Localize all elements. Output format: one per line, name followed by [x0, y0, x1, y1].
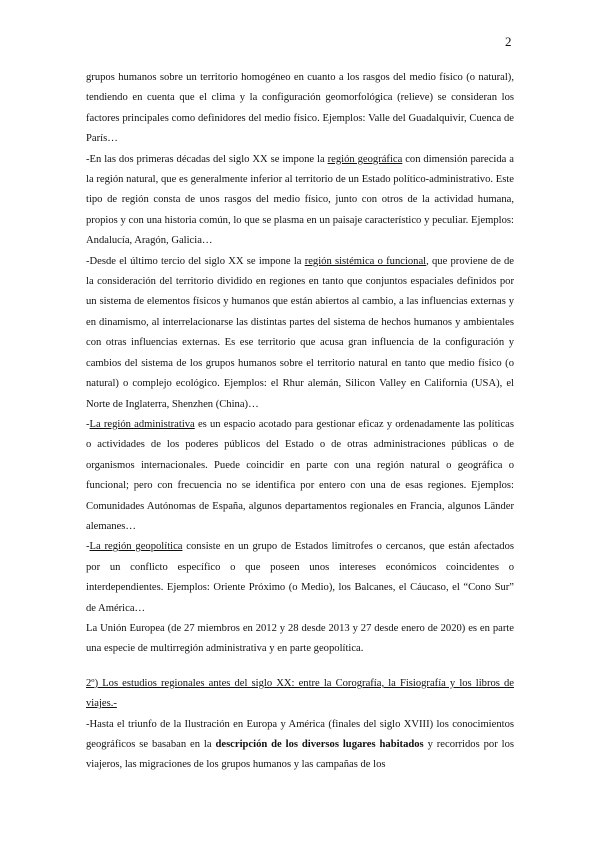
text-run: es un espacio acotado para gestionar eficaz y ordenadamente las políticas o actividades de los poderes públicos del Estado o de otras administraciones públicas o de organismos internacionales. Puede coincidir en parte con una región natural o geográfica o funcional; pero con frecuencia no se identifica por entero con una de esas regiones. Ejemplos: Comunidades Autónomas de España, algunos departamentos regionales en Francia, algunos Länder alemanes…: [86, 418, 515, 532]
bold-phrase: descripción de los diversos lugares habitados: [215, 739, 424, 750]
paragraph-natural-region-end: grupos humanos sobre un territorio homogéneo en cuanto a los rasgos del medio físico (o natural), tendiendo en cuenta que el clima y la configuración geomorfológica (relieve) se consideran los factores principales como definidores del medio físico. Ejemplos: Valle del Guadalquivir, Cuenca de París…: [86, 72, 514, 145]
text-run: , que proviene de de la consideración del territorio dividido en regiones en tanto que conjuntos espaciales definidos por un sistema de elementos físicos y humanos que están abiertos al cambio, a las influencias externas y en dinamismo, al interrelacionarse las distintas partes del sistema de hechos humanos y ambientales con otras influencias externas. Es ese territorio que acusa gran influencia de la configuración y cambios del sistema de los grupos humanos sobre el territorio natural en tanto que medio físico (o natural) o complejo ecológico. Ejemplos: el Rhur alemán, Silicon Valley en California (USA), el Norte de Inglaterra, Shenzhen (China)…: [86, 255, 514, 410]
paragraph-geographic-region: [86, 150, 514, 252]
section-heading: 2º) Los estudios regionales antes del siglo XX: entre la Corografía, la Fisiografía y los libros de viajes.-: [86, 677, 514, 710]
term-region-administrativa: La región administrativa: [89, 418, 195, 430]
text-run: -: [86, 541, 90, 553]
term-region-sistemica: región sistémica o funcional: [304, 255, 427, 267]
text-run: -Desde el último tercio del siglo XX se impone la: [86, 255, 305, 267]
paragraph-spacer: [86, 660, 514, 674]
term-region-geografica: región geográfica: [327, 153, 403, 165]
text-run: y recorridos por los viajeros, las migraciones de los grupos humanos y las campañas de los: [86, 739, 514, 771]
text-run: con dimensión parecida a la región natural, que es generalmente inferior al territorio de un Estado político-administrativo. Este tipo de región consta de unos rasgos del medio físico, junto con otros de la actividad humana, propios y con una historia común, lo que se plasma en un paisaje característico y peculiar. Ejemplos: Andalucía, Aragón, Galicia…: [86, 153, 514, 247]
paragraph-enlightenment: [86, 715, 514, 776]
paragraph-functional-region: [86, 252, 514, 415]
paragraph-european-union: La Unión Europea (de 27 miembros en 2012 y 28 desde 2013 y 27 desde enero de 2020) es en parte una especie de multirregión administrativa y en parte geopolítica.: [86, 622, 514, 655]
text-run: consiste en un grupo de Estados limítrofes o cercanos, que están afectados por un conflicto específico o que poseen unos intereses económicos coincidentes o interdependientes. Ejemplos: Oriente Próximo (o Medio), los Balcanes, el Cáucaso, el “Cono Sur” de América…: [86, 541, 514, 614]
paragraph-administrative-region: [86, 415, 514, 537]
page-number: 2: [505, 34, 512, 49]
text-run: -En las dos primeras décadas del siglo XX se impone la: [86, 153, 328, 165]
term-region-geopolitica: La región geopolítica: [89, 541, 183, 553]
document-body: [86, 68, 514, 776]
text-run: -Hasta el triunfo de la Ilustración en Europa y América (finales del siglo XVIII) los conocimientos geográficos se basaban en la: [86, 718, 514, 750]
text-run: -: [86, 418, 90, 430]
paragraph-geopolitical-region: [86, 537, 514, 619]
